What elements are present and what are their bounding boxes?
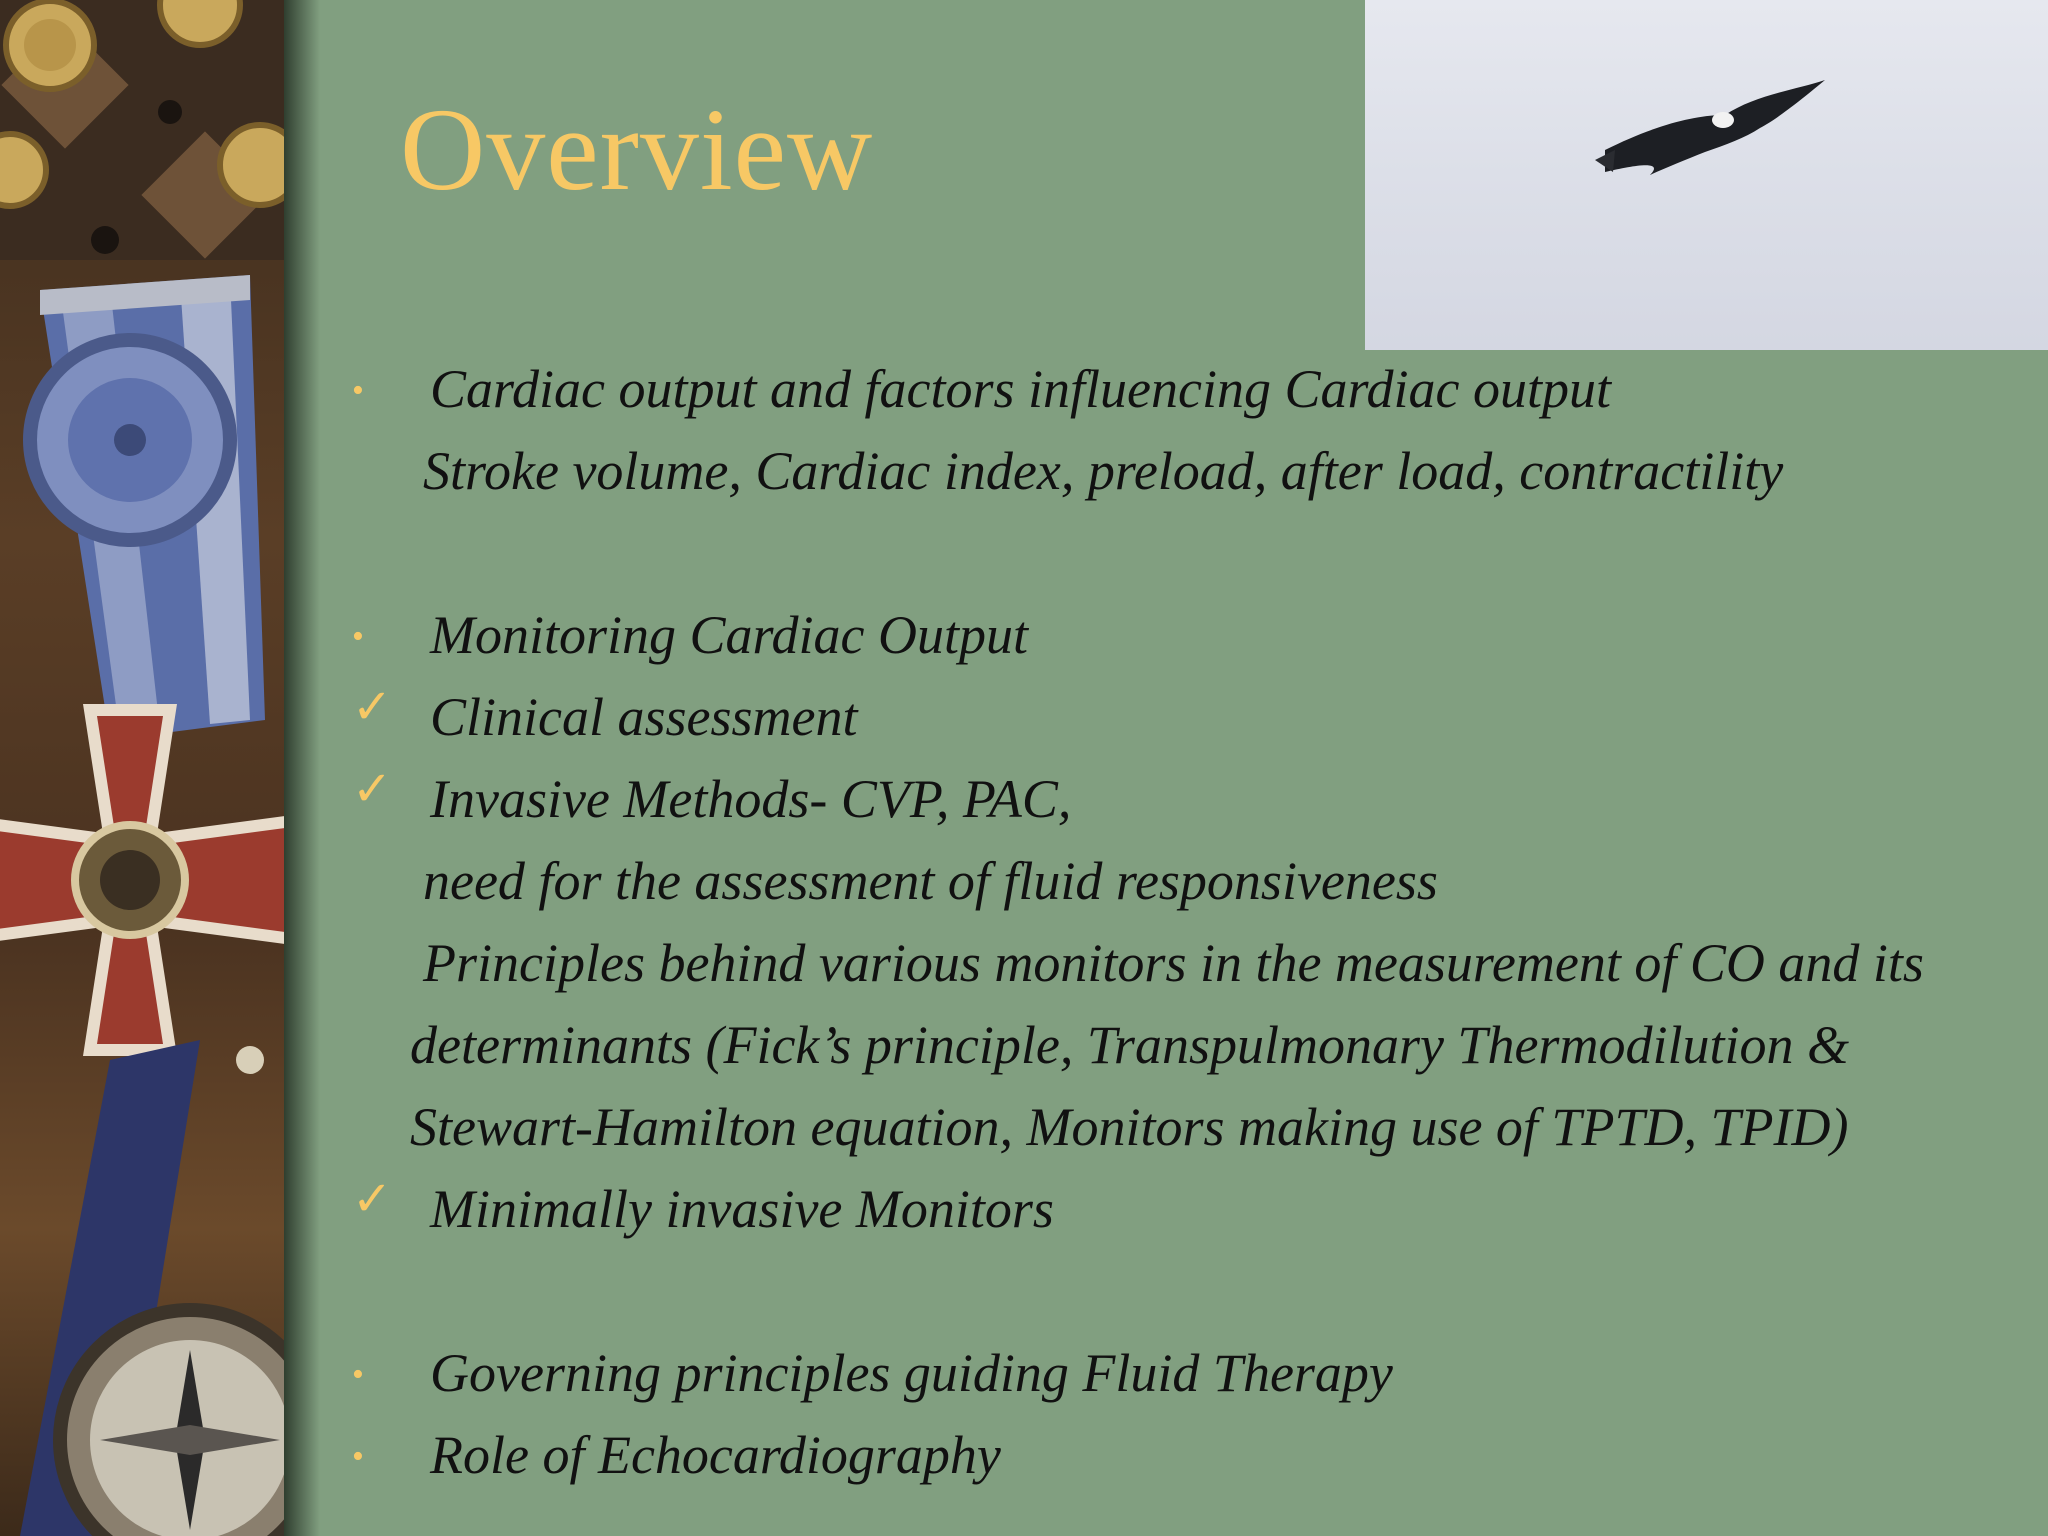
slide-title: Overview bbox=[400, 84, 874, 215]
content-line: Cardiac output and factors influencing Cardiac output bbox=[430, 359, 1611, 419]
content-line: Monitoring Cardiac Output bbox=[430, 605, 1029, 665]
content-line: Invasive Methods- CVP, PAC, bbox=[430, 769, 1072, 829]
bullet-marker: • bbox=[352, 1438, 364, 1475]
content-line: Minimally invasive Monitors bbox=[430, 1179, 1054, 1239]
content-line: need for the assessment of fluid responsiveness bbox=[423, 851, 1438, 911]
bullet-marker: • bbox=[352, 618, 364, 655]
content-line: Clinical assessment bbox=[430, 687, 858, 747]
content-line: Principles behind various monitors in the measurement of CO and its bbox=[423, 933, 1924, 993]
bullet-marker: • bbox=[352, 372, 364, 409]
checkmark-icon: ✓ bbox=[352, 681, 393, 734]
content-line: determinants (Fick’s principle, Transpulmonary Thermodilution & bbox=[410, 1015, 1849, 1075]
content-line: Governing principles guiding Fluid Therapy bbox=[430, 1343, 1393, 1403]
content-line: Stroke volume, Cardiac index, preload, after load, contractility bbox=[423, 441, 1784, 501]
checkmark-icon: ✓ bbox=[352, 763, 393, 816]
content-line: Stewart-Hamilton equation, Monitors making use of TPTD, TPID) bbox=[410, 1097, 1849, 1157]
checkmark-icon: ✓ bbox=[352, 1173, 393, 1226]
bullet-marker: • bbox=[352, 1356, 364, 1393]
content-line: Role of Echocardiography bbox=[430, 1425, 1001, 1485]
